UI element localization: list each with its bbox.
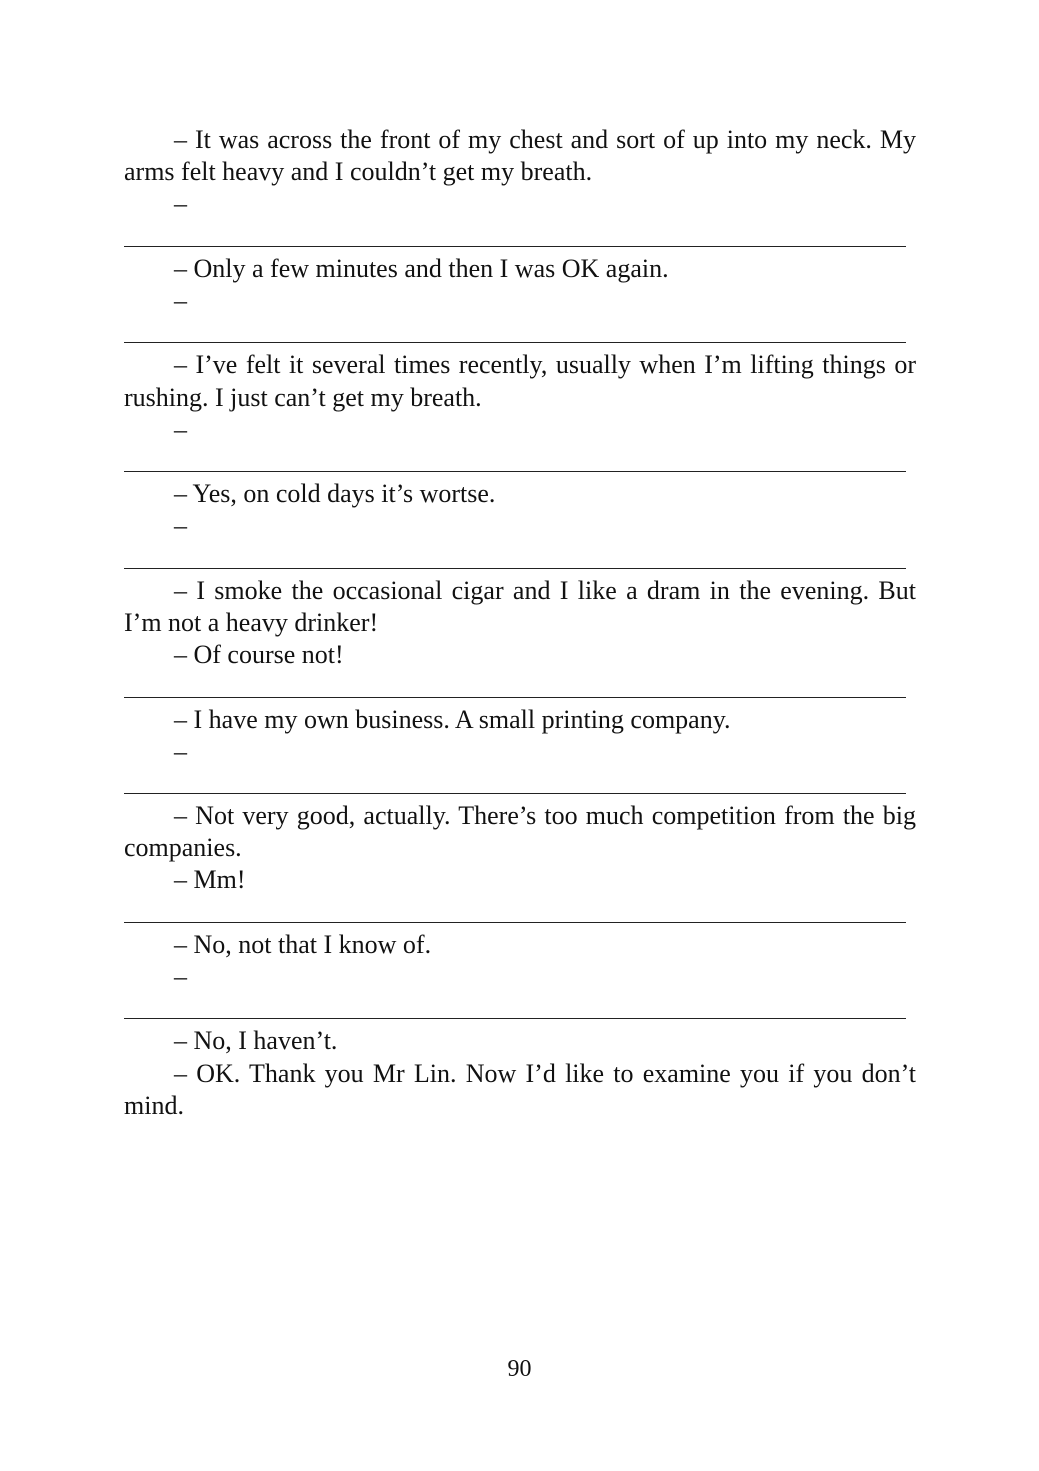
answer-blank-line[interactable] xyxy=(124,317,916,349)
answer-blank-line[interactable] xyxy=(124,993,916,1025)
patient-answer: – I’ve felt it several times recently, usually when I’m lifting things or rushing. I just can’t get my breath. xyxy=(124,350,916,412)
page-number: 90 xyxy=(507,1356,532,1382)
blank-rule xyxy=(124,793,906,794)
doctor-closing-remark: – OK. Thank you Mr Lin. Now I’d like to examine you if you don’t mind. xyxy=(124,1058,916,1120)
doctor-question-dash: – xyxy=(174,414,187,444)
doctor-remark: – Mm! xyxy=(174,865,246,895)
patient-answer: – It was across the front of my chest and sort of up into my neck. My arms felt heavy and I couldn’t get my breath. xyxy=(124,125,916,187)
page-body xyxy=(124,124,916,1122)
doctor-question-dash: – xyxy=(174,285,187,315)
patient-answer: – I have my own business. A small printing company. xyxy=(174,704,731,734)
answer-blank-line[interactable] xyxy=(124,221,916,253)
blank-rule xyxy=(124,697,906,698)
doctor-question-dash: – xyxy=(174,736,187,766)
patient-answer: – I smoke the occasional cigar and I like a dram in the evening. But I’m not a heavy drinker! xyxy=(124,575,916,637)
blank-rule xyxy=(124,922,906,923)
answer-blank-line[interactable] xyxy=(124,446,916,478)
blank-rule xyxy=(124,1018,906,1019)
answer-blank-line[interactable] xyxy=(124,768,916,800)
blank-rule xyxy=(124,342,906,343)
answer-blank-line[interactable] xyxy=(124,897,916,929)
patient-answer: – Only a few minutes and then I was OK again. xyxy=(174,253,669,283)
doctor-question-dash: – xyxy=(174,511,187,541)
answer-blank-line[interactable] xyxy=(124,671,916,703)
blank-rule xyxy=(124,471,906,472)
doctor-question-dash: – xyxy=(174,189,187,219)
patient-answer: – No, I haven’t. xyxy=(174,1026,338,1056)
patient-answer: – Yes, on cold days it’s wortse. xyxy=(174,479,496,509)
doctor-remark: – Of course not! xyxy=(174,640,344,670)
patient-answer: – Not very good, actually. There’s too much competition from the big companies. xyxy=(124,801,916,863)
blank-rule xyxy=(124,246,906,247)
patient-answer: – No, not that I know of. xyxy=(174,929,432,959)
blank-rule xyxy=(124,568,906,569)
doctor-question-dash: – xyxy=(174,962,187,992)
answer-blank-line[interactable] xyxy=(124,543,916,575)
